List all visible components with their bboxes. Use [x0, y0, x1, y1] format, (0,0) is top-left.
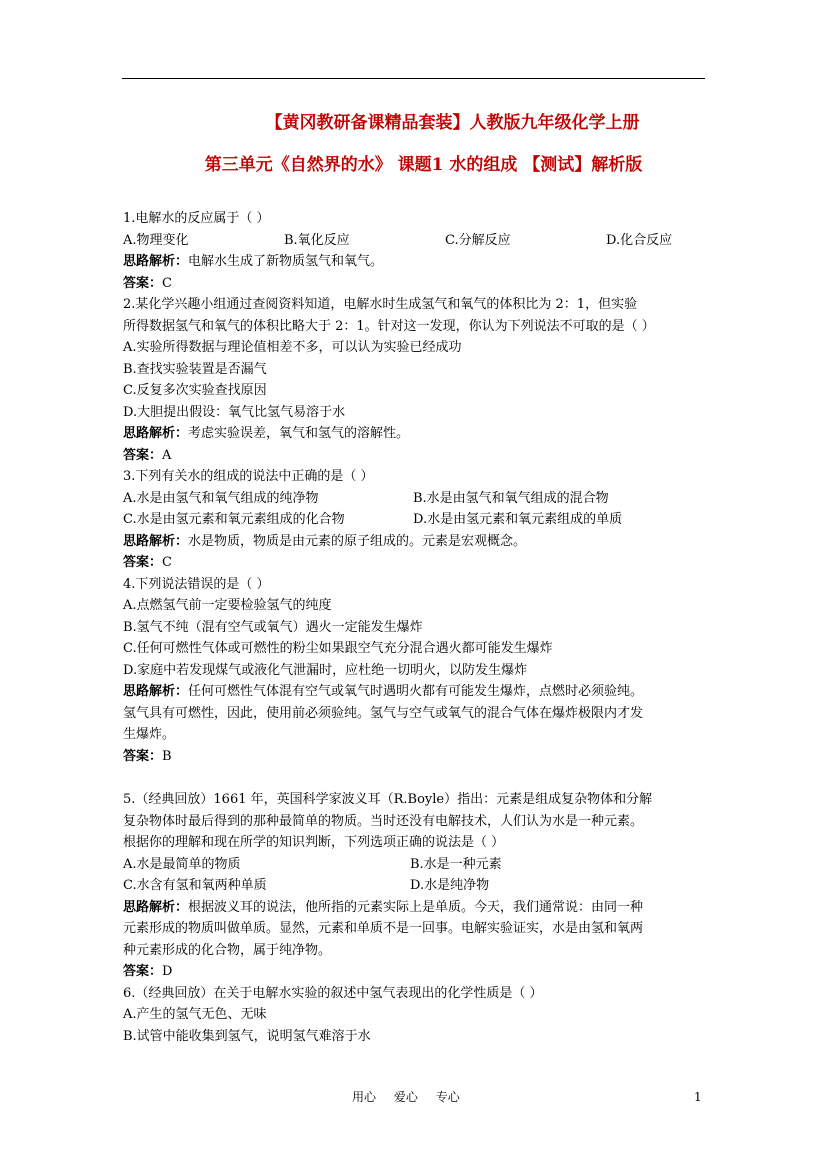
option-b: B.水是由氢气和氧气组成的混合物 — [413, 490, 609, 506]
blank-line — [123, 767, 703, 789]
page-title-line1: 【黄冈教研备课精品套装】人教版九年级化学上册 — [265, 113, 640, 133]
option-a: A.水是最简单的物质 — [123, 856, 241, 872]
answer-label: 答案： — [123, 447, 163, 463]
question-6-option-b: B.试管中能收集到氢气，说明氢气难溶于水 — [123, 1028, 371, 1044]
question-1-answer — [123, 273, 703, 295]
question-4-option-d: D.家庭中若发现煤气或液化气泄漏时，应杜绝一切明火，以防发生爆炸 — [123, 662, 528, 678]
question-2-answer — [123, 445, 703, 467]
answer-label: 答案： — [123, 748, 163, 764]
question-3-options-row2 — [123, 509, 703, 531]
page-number: 1 — [694, 1090, 702, 1104]
question-1-options — [123, 230, 703, 252]
footer-item: 爱心 — [393, 1090, 418, 1104]
question-2-stem-line2: 所得数据氢气和氧气的体积比略大于 2：1。针对这一发现，你认为下列说法不可取的是（ ） — [123, 318, 655, 334]
question-3-analysis — [123, 531, 703, 553]
option-b: B.氧化反应 — [284, 232, 350, 248]
option-c: C.水是由氢元素和氧元素组成的化合物 — [123, 512, 345, 527]
question-2-option-d: D.大胆提出假设：氧气比氢气易溶于水 — [123, 404, 346, 420]
option-a: A.物理变化 — [123, 232, 189, 248]
document-body — [123, 208, 703, 1047]
footer-item: 用心 — [352, 1090, 377, 1104]
option-d: D.水是纯净物 — [410, 878, 490, 893]
question-5-analysis-line3: 种元素形成的化合物，属于纯净物。 — [123, 942, 332, 958]
analysis-text: 水是物质，物质是由元素的原子组成的。元素是宏观概念。 — [188, 533, 527, 549]
question-4-option-c: C.任何可燃性气体或可燃性的粉尘如果跟空气充分混合遇火都可能发生爆炸 — [123, 641, 553, 656]
analysis-label: 思路解析： — [123, 254, 189, 269]
option-d: D.水是由氢元素和氧元素组成的单质 — [413, 512, 623, 527]
question-5-analysis-line2: 元素形成的物质叫做单质。显然，元素和单质不是一回事。电解实验证实，水是由氢和氧两 — [123, 921, 644, 936]
question-4-answer — [123, 746, 703, 768]
header-rule — [122, 78, 705, 79]
answer-value: C — [162, 275, 172, 291]
question-2-option-c: C.反复多次实验查找原因 — [123, 383, 267, 398]
question-1-stem: 1.电解水的反应属于（ ） — [123, 211, 270, 226]
analysis-text: 考虑实验误差，氧气和氢气的溶解性。 — [188, 426, 410, 441]
question-3-stem: 3.下列有关水的组成的说法中正确的是（ ） — [123, 469, 374, 484]
question-6-stem: 6.（经典回放）在关于电解水实验的叙述中氢气表现出的化学性质是（ ） — [123, 985, 543, 1001]
question-2-option-a: A.实验所得数据与理论值相差不多，可以认为实验已经成功 — [123, 340, 462, 355]
question-1-analysis — [123, 251, 703, 273]
question-5-stem-line3: 根据你的理解和现在所学的知识判断，下列选项正确的说法是（ ） — [123, 835, 505, 850]
question-6-option-a: A.产生的氢气无色、无味 — [123, 1007, 267, 1022]
footer-item: 专心 — [435, 1090, 460, 1104]
analysis-text: 任何可燃性气体混有空气或氧气时遇明火都有可能发生爆炸，点燃时必须验纯。 — [188, 684, 644, 699]
option-c: C.水含有氢和氧两种单质 — [123, 878, 267, 893]
question-2-stem-line1: 2.某化学兴趣小组通过查阅资料知道，电解水时生成氢气和氧气的体积比为 2：1，但实验 — [123, 297, 638, 312]
question-5-options-row1 — [123, 854, 703, 876]
question-5-stem-line1: 5.（经典回放）1661 年，英国科学家波义耳（R.Boyle）指出：元素是组成复杂物体和分解 — [123, 792, 653, 807]
question-2-option-b: B.查找实验装置是否漏气 — [123, 361, 267, 377]
question-4-analysis-line2: 氢气具有可燃性，因此，使用前必须验纯。氢气与空气或氧气的混合气体在爆炸极限内才发 — [123, 705, 644, 721]
analysis-label: 思路解析： — [123, 899, 189, 915]
answer-value: D — [162, 964, 173, 979]
analysis-text: 电解水生成了新物质氢气和氧气。 — [188, 254, 384, 269]
question-4-stem: 4.下列说法错误的是（ ） — [123, 576, 270, 592]
answer-value: C — [162, 555, 172, 570]
question-3-options-row1 — [123, 488, 703, 510]
question-4-option-a: A.点燃氢气前一定要检验氢气的纯度 — [123, 598, 332, 613]
question-3-answer — [123, 552, 703, 574]
footer-motto — [352, 1088, 474, 1106]
option-d: D.化合反应 — [606, 232, 673, 248]
question-4-analysis-line1 — [123, 681, 703, 703]
question-2-analysis — [123, 423, 703, 445]
option-c: C.分解反应 — [445, 232, 511, 248]
question-4-option-b: B.氢气不纯（混有空气或氧气）遇火一定能发生爆炸 — [123, 619, 423, 635]
question-5-analysis-line1 — [123, 897, 703, 919]
answer-label: 答案： — [123, 555, 163, 570]
option-b: B.水是一种元素 — [410, 856, 502, 872]
option-a: A.水是由氢气和氧气组成的纯净物 — [123, 490, 319, 506]
page-title-line2: 第三单元《自然界的水》 课题1 水的组成 【测试】解析版 — [204, 155, 643, 175]
answer-value: A — [162, 447, 172, 463]
question-5-stem-line2: 复杂物体时最后得到的那种最简单的物质。当时还没有电解技术，人们认为水是一种元素。 — [123, 813, 644, 829]
analysis-text: 根据波义耳的说法，他所指的元素实际上是单质。今天，我们通常说：由同一种 — [188, 899, 644, 915]
answer-label: 答案： — [123, 275, 163, 291]
analysis-label: 思路解析： — [123, 684, 189, 699]
analysis-label: 思路解析： — [123, 426, 189, 441]
analysis-label: 思路解析： — [123, 533, 189, 549]
answer-label: 答案： — [123, 964, 163, 979]
question-4-analysis-line3: 生爆炸。 — [123, 727, 176, 742]
answer-value: B — [162, 748, 172, 764]
question-5-answer — [123, 961, 703, 983]
question-5-options-row2 — [123, 875, 703, 897]
